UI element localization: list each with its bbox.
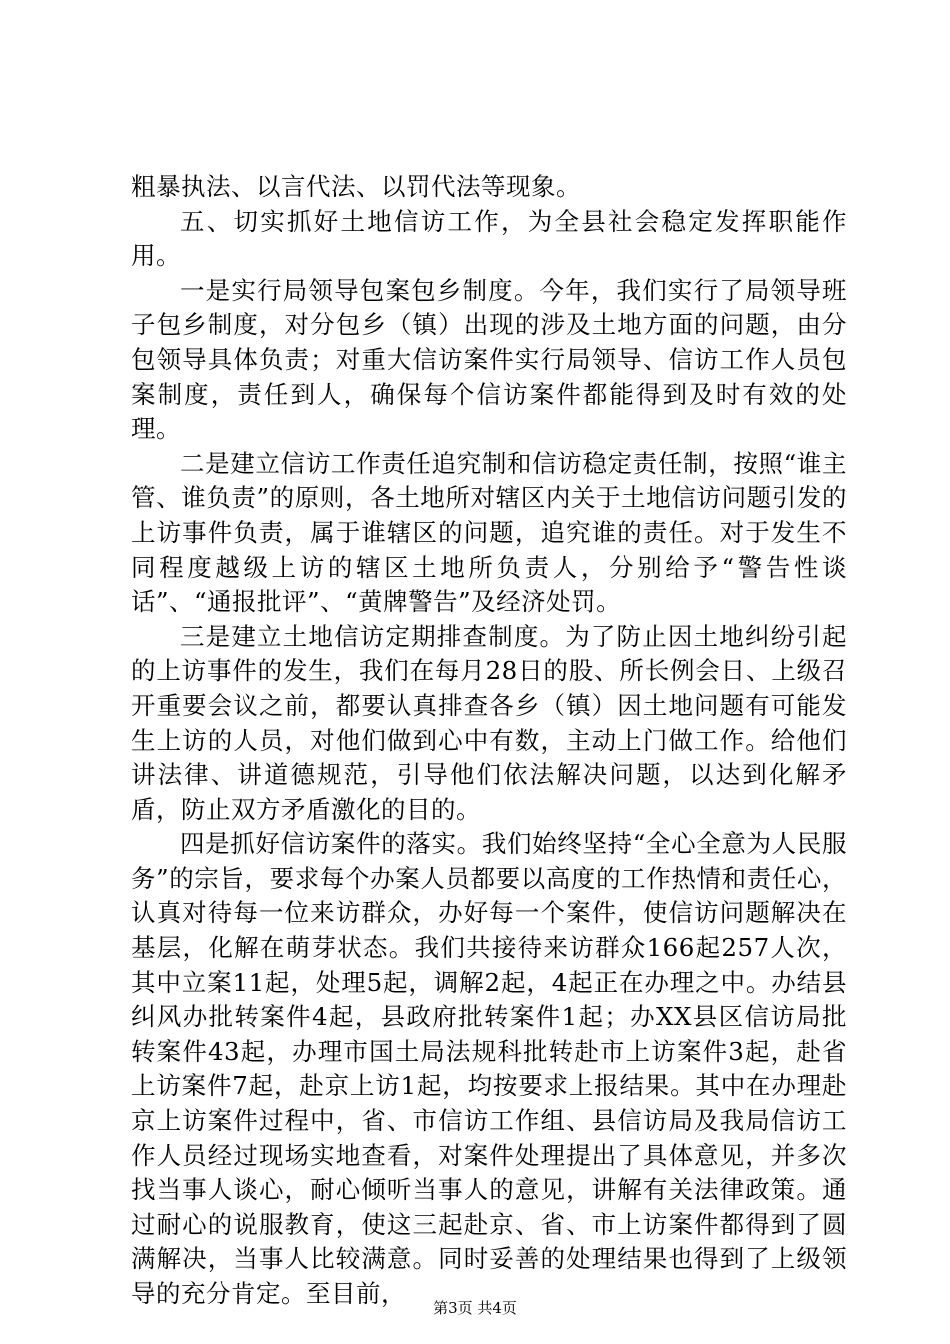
page-footer [0, 1298, 950, 1318]
document-body [131, 170, 847, 1312]
paragraph-item-two: 二是建立信访工作责任追究制和信访稳定责任制，按照“谁主管、谁负责”的原则，各土地所对辖区内关于土地信访问题引发的上访事件负责，属于谁辖区的问题，追究谁的责任。对于发生不同程度越级上访的辖区土地所负责人，分别给予“警告性谈话”、“通报批评”、“黄牌警告”及经济处罚。 [131, 448, 847, 617]
paragraph-item-three: 三是建立土地信访定期排查制度。为了防止因土地纠纷引起的上访事件的发生，我们在每月28日的股、所长例会日、上级召开重要会议之前，都要认真排查各乡（镇）因土地问题有可能发生上访的人员，对他们做到心中有数，主动上门做工作。给他们讲法律、讲道德规范，引导他们依法解决问题，以达到化解矛盾，防止双方矛盾激化的目的。 [131, 621, 847, 824]
paragraph-continuation: 粗暴执法、以言代法、以罚代法等现象。 [131, 172, 581, 201]
section-heading-five: 五、切实抓好土地信访工作，为全县社会稳定发挥职能作用。 [131, 206, 847, 271]
page-number-label: 第3页 共4页 [433, 1299, 517, 1317]
paragraph-item-one: 一是实行局领导包案包乡制度。今年，我们实行了局领导班子包乡制度，对分包乡（镇）出现的涉及土地方面的问题，由分包领导具体负责；对重大信访案件实行局领导、信访工作人员包案制度，责任到人，确保每个信访案件都能得到及时有效的处理。 [131, 275, 847, 444]
paragraph-item-four: 四是抓好信访案件的落实。我们始终坚持“全心全意为人民服务”的宗旨，要求每个办案人员都要以高度的工作热情和责任心，认真对待每一位来访群众，办好每一个案件，使信访问题解决在基层，化解在萌芽状态。我们共接待来访群众166起257人次，其中立案11起，处理5起，调解2起，4起正在办理之中。办结县纠风办批转案件4起，县政府批转案件1起；办XX县区信访局批转案件43起，办理市国土局法规科批转赴市上访案件3起，赴省上访案件7起，赴京上访1起，均按要求上报结果。其中在办理赴京上访案件过程中，省、市信访工作组、县信访局及我局信访工作人员经过现场实地查看，对案件处理提出了具体意见，并多次找当事人谈心，耐心倾听当事人的意见，讲解有关法律政策。通过耐心的说服教育，使这三起赴京、省、市上访案件都得到了圆满解决，当事人比较满意。同时妥善的处理结果也得到了上级领导的充分肯定。至目前， [131, 829, 847, 1308]
